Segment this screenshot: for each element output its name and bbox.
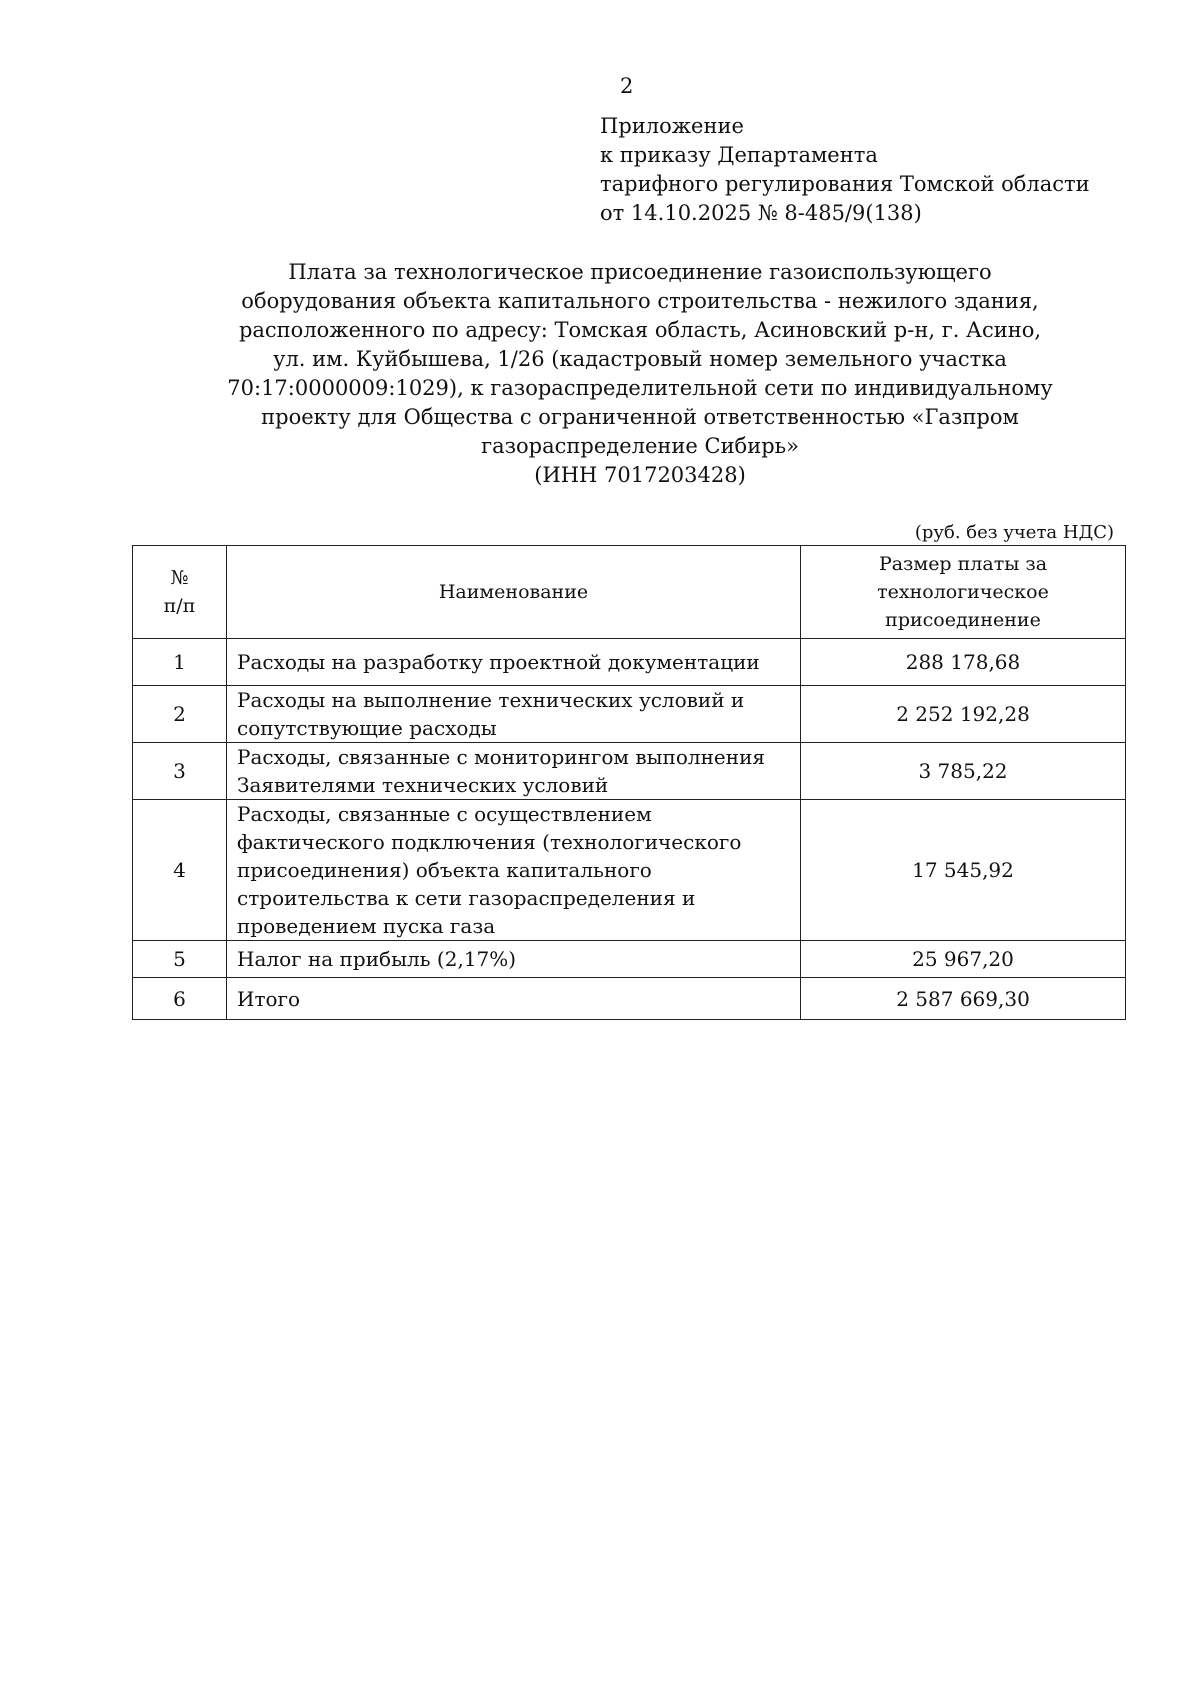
header-num bbox=[133, 546, 227, 639]
row-num: 5 bbox=[133, 941, 227, 978]
title-line: расположенного по адресу: Томская область, Асиновский р-н, г. Асино, bbox=[238, 318, 1042, 342]
header-amount-line2: технологическое присоединение bbox=[877, 581, 1049, 631]
appendix-line: от 14.10.2025 № 8-485/9(138) bbox=[600, 201, 922, 225]
fees-table bbox=[132, 545, 1126, 1020]
table-header-row bbox=[133, 546, 1126, 639]
table-row bbox=[133, 743, 1126, 800]
row-name bbox=[227, 941, 801, 978]
row-name-line: присоединения) объекта капитального bbox=[237, 858, 652, 882]
row-amount: 17 545,92 bbox=[801, 800, 1126, 941]
header-amount-line1: Размер платы за bbox=[878, 553, 1048, 575]
row-name-line: Расходы на выполнение технических условий и bbox=[237, 688, 745, 712]
header-amount bbox=[801, 546, 1126, 639]
row-name-line: Расходы на разработку проектной документации bbox=[237, 650, 760, 674]
row-name-line: Налог на прибыль (2,17%) bbox=[237, 947, 517, 971]
table-row bbox=[133, 941, 1126, 978]
row-name-line: Расходы, связанные с осуществлением bbox=[237, 802, 652, 826]
appendix-line: к приказу Департамента bbox=[600, 143, 878, 167]
document-title bbox=[200, 258, 1080, 490]
row-name bbox=[227, 800, 801, 941]
header-num-line1: № bbox=[170, 567, 189, 589]
row-num: 1 bbox=[133, 639, 227, 686]
row-num: 4 bbox=[133, 800, 227, 941]
units-note: (руб. без учета НДС) bbox=[914, 522, 1114, 543]
row-num: 2 bbox=[133, 686, 227, 743]
title-line: проекту для Общества с ограниченной ответственностью «Газпром bbox=[261, 405, 1019, 429]
row-name-line: проведением пуска газа bbox=[237, 914, 496, 938]
row-amount: 2 587 669,30 bbox=[801, 978, 1126, 1020]
row-name bbox=[227, 978, 801, 1020]
row-amount: 288 178,68 bbox=[801, 639, 1126, 686]
table-row bbox=[133, 978, 1126, 1020]
row-name-line: строительства к сети газораспределения и bbox=[237, 886, 696, 910]
row-name bbox=[227, 639, 801, 686]
row-num: 6 bbox=[133, 978, 227, 1020]
title-line: газораспределение Сибирь» bbox=[481, 434, 799, 458]
row-name bbox=[227, 686, 801, 743]
title-line: (ИНН 7017203428) bbox=[534, 463, 746, 487]
appendix-header bbox=[600, 112, 1090, 228]
header-num-line2: п/п bbox=[163, 595, 196, 617]
table-row bbox=[133, 686, 1126, 743]
appendix-line: Приложение bbox=[600, 114, 744, 138]
table-row bbox=[133, 639, 1126, 686]
table-row bbox=[133, 800, 1126, 941]
row-num: 3 bbox=[133, 743, 227, 800]
header-name: Наименование bbox=[227, 546, 801, 639]
row-amount: 3 785,22 bbox=[801, 743, 1126, 800]
row-name-line: Заявителями технических условий bbox=[237, 773, 609, 797]
row-amount: 25 967,20 bbox=[801, 941, 1126, 978]
row-amount: 2 252 192,28 bbox=[801, 686, 1126, 743]
row-name-line: Итого bbox=[237, 986, 301, 1011]
appendix-line: тарифного регулирования Томской области bbox=[600, 172, 1090, 196]
title-line: оборудования объекта капитального строительства - нежилого здания, bbox=[241, 289, 1039, 313]
row-name bbox=[227, 743, 801, 800]
title-line: ул. им. Куйбышева, 1/26 (кадастровый номер земельного участка bbox=[273, 347, 1007, 371]
page-number: 2 bbox=[620, 74, 634, 98]
row-name-line: фактического подключения (технологического bbox=[237, 830, 742, 854]
title-line: Плата за технологическое присоединение газоиспользующего bbox=[288, 260, 992, 284]
row-name-line: сопутствующие расходы bbox=[237, 716, 497, 740]
row-name-line: Расходы, связанные с мониторингом выполнения bbox=[237, 745, 766, 769]
title-line: 70:17:0000009:1029), к газораспределительной сети по индивидуальному bbox=[227, 376, 1053, 400]
